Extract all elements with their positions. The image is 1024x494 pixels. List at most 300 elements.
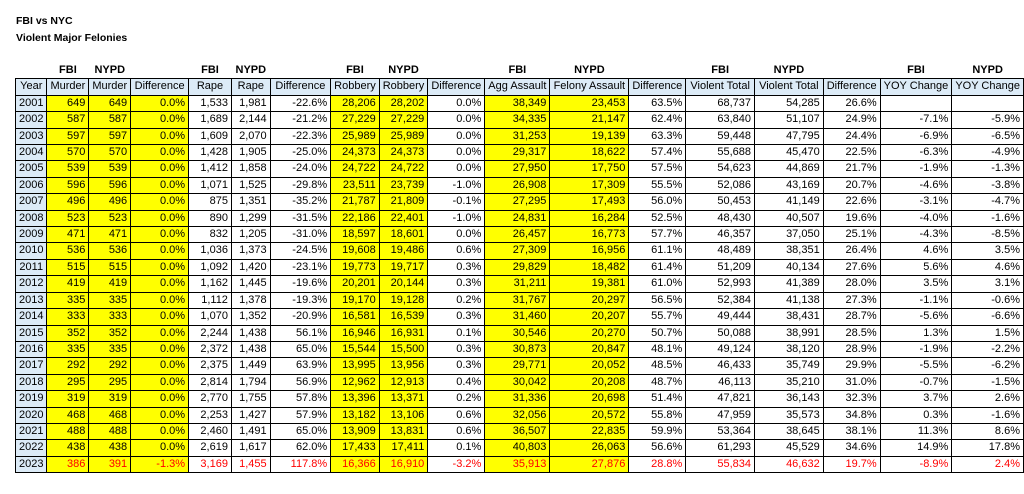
table-cell: 59.9% (629, 423, 686, 439)
table-row (16, 341, 1024, 357)
table-cell: 14.9% (880, 440, 952, 456)
table-cell: 1,299 (231, 210, 270, 226)
table-cell: 16,910 (379, 456, 428, 472)
table-cell: 15,544 (331, 341, 380, 357)
table-cell: 31,460 (485, 309, 550, 325)
table-cell: 24,831 (485, 210, 550, 226)
table-cell: 0.2% (428, 391, 485, 407)
table-cell: 0.4% (428, 374, 485, 390)
table-cell: 0.0% (428, 128, 485, 144)
column-header: Robbery (331, 79, 380, 95)
table-cell: 1,352 (231, 309, 270, 325)
table-cell: 38.1% (823, 423, 880, 439)
table-cell: 28.5% (823, 325, 880, 341)
table-cell: 46,357 (686, 227, 755, 243)
table-cell: 55,688 (686, 145, 755, 161)
table-row (16, 325, 1024, 341)
table-cell: 0.2% (428, 292, 485, 308)
table-cell: 539 (47, 161, 89, 177)
table-cell: 597 (89, 128, 131, 144)
table-cell: 16,931 (379, 325, 428, 341)
column-header: Robbery (379, 79, 428, 95)
table-cell: 488 (47, 423, 89, 439)
table-cell: 295 (89, 374, 131, 390)
table-cell: 13,371 (379, 391, 428, 407)
table-cell: 28,206 (331, 95, 380, 111)
table-cell: -22.6% (270, 95, 331, 111)
table-cell: 496 (89, 194, 131, 210)
table-cell: 0.3% (428, 358, 485, 374)
table-cell: 0.0% (131, 440, 189, 456)
table-cell: 0.0% (131, 112, 189, 128)
table-cell: 523 (89, 210, 131, 226)
table-cell: 17,493 (550, 194, 629, 210)
table-cell: 16,946 (331, 325, 380, 341)
table-cell: 57.7% (629, 227, 686, 243)
table-cell: -6.3% (880, 145, 952, 161)
table-cell: -5.6% (880, 309, 952, 325)
table-cell: -1.9% (880, 161, 952, 177)
table-cell: 488 (89, 423, 131, 439)
table-cell: 36,507 (485, 423, 550, 439)
table-cell: 55.5% (629, 177, 686, 193)
source-label: NYPD (94, 64, 126, 76)
table-cell: 41,389 (755, 276, 824, 292)
table-cell: 15,500 (379, 341, 428, 357)
year-cell: 2010 (16, 243, 47, 259)
year-cell: 2020 (16, 407, 47, 423)
table-cell: 20,208 (550, 374, 629, 390)
table-cell: 19,717 (379, 259, 428, 275)
table-cell: 47,821 (686, 391, 755, 407)
table-cell: 19,486 (379, 243, 428, 259)
table-cell: 17.8% (952, 440, 1024, 456)
table-row (16, 292, 1024, 308)
table-cell: 0.1% (428, 325, 485, 341)
table-cell: 38,351 (755, 243, 824, 259)
table-cell: 16,773 (550, 227, 629, 243)
table-cell: 19.6% (823, 210, 880, 226)
table-cell: 11.3% (880, 423, 952, 439)
table-cell: 54,285 (755, 95, 824, 111)
table-cell: 47,959 (686, 407, 755, 423)
table-cell: 48.1% (629, 341, 686, 357)
table-cell: 335 (47, 341, 89, 357)
table-row (16, 227, 1024, 243)
table-cell: 471 (47, 227, 89, 243)
table-cell: 38,431 (755, 309, 824, 325)
table-cell: 31,336 (485, 391, 550, 407)
year-cell: 2015 (16, 325, 47, 341)
table-cell: -21.2% (270, 112, 331, 128)
table-cell: 55.7% (629, 309, 686, 325)
table-cell: 38,120 (755, 341, 824, 357)
column-header: Difference (270, 79, 331, 95)
table-cell: 29,829 (485, 259, 550, 275)
table-cell: 26.4% (823, 243, 880, 259)
table-cell: -7.1% (880, 112, 952, 128)
table-cell: -3.2% (428, 456, 485, 472)
table-cell: 53,364 (686, 423, 755, 439)
table-cell: -3.1% (880, 194, 952, 210)
table-cell: 62.4% (629, 112, 686, 128)
document-subtitle: Violent Major Felonies (16, 32, 128, 44)
table-cell: 38,645 (755, 423, 824, 439)
table-row (16, 309, 1024, 325)
table-cell: 22,835 (550, 423, 629, 439)
table-cell: -29.8% (270, 177, 331, 193)
table-cell: 65.0% (270, 423, 331, 439)
table-cell: 19,381 (550, 276, 629, 292)
column-header: Murder (89, 79, 131, 95)
table-row (16, 391, 1024, 407)
table-cell: 57.4% (629, 145, 686, 161)
table-cell: 1,445 (231, 276, 270, 292)
table-cell: 335 (47, 292, 89, 308)
table-cell: 25,989 (379, 128, 428, 144)
source-label (131, 63, 189, 79)
table-cell: 471 (89, 227, 131, 243)
table-cell: 0.0% (131, 128, 189, 144)
column-header: Murder (47, 79, 89, 95)
table-cell: 30,873 (485, 341, 550, 357)
table-row (16, 374, 1024, 390)
table-cell: 0.0% (131, 227, 189, 243)
table-cell: 19,128 (379, 292, 428, 308)
table-cell: -35.2% (270, 194, 331, 210)
table-cell: 3.5% (880, 276, 952, 292)
table-cell: 45,470 (755, 145, 824, 161)
table-cell: 56.5% (629, 292, 686, 308)
source-label: FBI (711, 64, 730, 76)
table-cell: 1,533 (189, 95, 232, 111)
year-cell: 2008 (16, 210, 47, 226)
source-label (629, 63, 686, 79)
table-cell: 34.8% (823, 407, 880, 423)
table-cell: -1.0% (428, 177, 485, 193)
table-cell: 2,460 (189, 423, 232, 439)
source-label (428, 63, 485, 79)
table-cell: 0.3% (880, 407, 952, 423)
year-cell: 2012 (16, 276, 47, 292)
year-cell: 2017 (16, 358, 47, 374)
table-cell: 2,814 (189, 374, 232, 390)
table-cell: 20,572 (550, 407, 629, 423)
table-cell: -1.1% (880, 292, 952, 308)
table-cell: 49,444 (686, 309, 755, 325)
table-cell: 1,981 (231, 95, 270, 111)
table-cell: -0.7% (880, 374, 952, 390)
table-cell: 0.0% (428, 112, 485, 128)
table-cell: 1,162 (189, 276, 232, 292)
source-label: NYPD (235, 64, 267, 76)
table-cell: 52.5% (629, 210, 686, 226)
table-cell: 523 (47, 210, 89, 226)
table-cell: 63.3% (629, 128, 686, 144)
table-cell: 16,366 (331, 456, 380, 472)
table-cell: 51,209 (686, 259, 755, 275)
table-cell: -6.2% (952, 358, 1024, 374)
table-cell: 24,373 (379, 145, 428, 161)
year-cell: 2019 (16, 391, 47, 407)
table-cell: 319 (47, 391, 89, 407)
table-cell: 1,428 (189, 145, 232, 161)
table-cell: 0.3% (428, 276, 485, 292)
table-cell: 61,293 (686, 440, 755, 456)
table-cell: 13,995 (331, 358, 380, 374)
table-cell: 28.7% (823, 309, 880, 325)
table-cell: 2,619 (189, 440, 232, 456)
table-cell: 832 (189, 227, 232, 243)
table-cell: 0.0% (131, 292, 189, 308)
table-cell: 0.0% (131, 177, 189, 193)
table-cell: 27,229 (331, 112, 380, 128)
table-cell: 1,858 (231, 161, 270, 177)
table-cell: 0.3% (428, 309, 485, 325)
table-cell: 32.3% (823, 391, 880, 407)
table-cell: 4.6% (952, 259, 1024, 275)
table-cell: 438 (89, 440, 131, 456)
table-cell: 496 (47, 194, 89, 210)
table-cell: 1,438 (231, 341, 270, 357)
table-cell: -4.9% (952, 145, 1024, 161)
table-cell (952, 95, 1024, 111)
table-cell: 40,134 (755, 259, 824, 275)
table-cell: 596 (89, 177, 131, 193)
table-cell: 35,573 (755, 407, 824, 423)
table-cell: 875 (189, 194, 232, 210)
year-cell: 2018 (16, 374, 47, 390)
table-cell: 27,229 (379, 112, 428, 128)
source-label: FBI (907, 64, 925, 76)
table-cell: 1,755 (231, 391, 270, 407)
table-cell: 23,511 (331, 177, 380, 193)
source-label (16, 63, 47, 79)
table-cell: 28,202 (379, 95, 428, 111)
year-cell: 2001 (16, 95, 47, 111)
table-cell: 0.6% (428, 407, 485, 423)
table-cell: 48.5% (629, 358, 686, 374)
table-cell: 468 (89, 407, 131, 423)
source-label: NYPD (388, 64, 419, 76)
table-cell: 61.0% (629, 276, 686, 292)
year-cell: 2009 (16, 227, 47, 243)
table-row (16, 194, 1024, 210)
table-cell: 3.1% (952, 276, 1024, 292)
table-cell: -24.0% (270, 161, 331, 177)
table-cell: 1,351 (231, 194, 270, 210)
table-cell: 65.0% (270, 341, 331, 357)
table-cell: -1.6% (952, 407, 1024, 423)
table-cell: 59,448 (686, 128, 755, 144)
table-cell: -31.0% (270, 227, 331, 243)
table-cell: 20,847 (550, 341, 629, 357)
table-cell: 0.3% (428, 341, 485, 357)
table-cell: 17,411 (379, 440, 428, 456)
table-cell: 17,750 (550, 161, 629, 177)
table-cell: 0.6% (428, 423, 485, 439)
table-cell: 0.3% (428, 259, 485, 275)
table-cell: 3.5% (952, 243, 1024, 259)
column-header: YOY Change (952, 79, 1024, 95)
table-cell: 1,617 (231, 440, 270, 456)
table-cell: 0.0% (131, 374, 189, 390)
table-cell: 13,909 (331, 423, 380, 439)
table-cell: 63.5% (629, 95, 686, 111)
table-row (16, 128, 1024, 144)
year-cell: 2007 (16, 194, 47, 210)
table-cell: -31.5% (270, 210, 331, 226)
table-cell: 386 (47, 456, 89, 472)
table-cell: 36,143 (755, 391, 824, 407)
table-cell: 27,950 (485, 161, 550, 177)
table-cell: -8.9% (880, 456, 952, 472)
table-cell: 56.0% (629, 194, 686, 210)
table-cell: 333 (89, 309, 131, 325)
source-label: NYPD (773, 64, 805, 76)
table-cell: 50,088 (686, 325, 755, 341)
table-cell: 54,623 (686, 161, 755, 177)
table-cell: 1,438 (231, 325, 270, 341)
table-cell: 0.0% (131, 95, 189, 111)
table-cell: 18,597 (331, 227, 380, 243)
document-title: FBI vs NYC (16, 15, 73, 27)
table-row (16, 259, 1024, 275)
table-cell: 56.6% (629, 440, 686, 456)
source-label-row (16, 63, 1024, 79)
table-cell: -4.0% (880, 210, 952, 226)
table-cell: 20,270 (550, 325, 629, 341)
table-cell: -2.2% (952, 341, 1024, 357)
table-cell: 1,689 (189, 112, 232, 128)
year-cell: 2003 (16, 128, 47, 144)
table-cell: 3.7% (880, 391, 952, 407)
column-header: Difference (428, 79, 485, 95)
table-cell: 34,335 (485, 112, 550, 128)
table-cell: 1,609 (189, 128, 232, 144)
table-row (16, 145, 1024, 161)
table-cell: 333 (47, 309, 89, 325)
table-cell: -24.5% (270, 243, 331, 259)
table-cell: 21,787 (331, 194, 380, 210)
table-cell: 18,601 (379, 227, 428, 243)
table-cell: 26,457 (485, 227, 550, 243)
table-cell: 26,063 (550, 440, 629, 456)
table-cell: 1,455 (231, 456, 270, 472)
table-cell: 56.1% (270, 325, 331, 341)
table-cell: 68,737 (686, 95, 755, 111)
table-cell: 22,186 (331, 210, 380, 226)
table-cell: 48.7% (629, 374, 686, 390)
table-cell: 51,107 (755, 112, 824, 128)
table-cell: 46,113 (686, 374, 755, 390)
table-cell: 536 (47, 243, 89, 259)
table-cell: 2,244 (189, 325, 232, 341)
table-cell: 20,297 (550, 292, 629, 308)
column-header: Rape (231, 79, 270, 95)
table-cell: 38,349 (485, 95, 550, 111)
table-cell: 24,722 (331, 161, 380, 177)
table-cell: 31,211 (485, 276, 550, 292)
table-cell: 35,749 (755, 358, 824, 374)
year-cell: 2016 (16, 341, 47, 357)
table-cell: 2,144 (231, 112, 270, 128)
table-cell: 1,427 (231, 407, 270, 423)
table-cell: 52,384 (686, 292, 755, 308)
table-cell: 0.0% (131, 423, 189, 439)
table-cell: 3,169 (189, 456, 232, 472)
table-cell: -1.6% (952, 210, 1024, 226)
table-cell: 49,124 (686, 341, 755, 357)
table-cell: 0.0% (131, 309, 189, 325)
year-cell: 2002 (16, 112, 47, 128)
table-row (16, 210, 1024, 226)
table-cell: -1.3% (952, 161, 1024, 177)
table-cell: -22.3% (270, 128, 331, 144)
table-cell: -0.6% (952, 292, 1024, 308)
table-cell: -1.5% (952, 374, 1024, 390)
table-cell: 24.9% (823, 112, 880, 128)
table-cell: 1,036 (189, 243, 232, 259)
table-cell: 62.0% (270, 440, 331, 456)
table-cell: 0.0% (428, 95, 485, 111)
table-cell: 13,831 (379, 423, 428, 439)
table-cell: 31.0% (823, 374, 880, 390)
table-cell: 52,086 (686, 177, 755, 193)
source-label: FBI (346, 64, 364, 76)
table-cell: 57.5% (629, 161, 686, 177)
table-cell: 0.6% (428, 243, 485, 259)
table-cell: 295 (47, 374, 89, 390)
table-cell: 24.4% (823, 128, 880, 144)
table-cell: 0.0% (428, 145, 485, 161)
table-cell: -1.3% (131, 456, 189, 472)
table-cell: 1,378 (231, 292, 270, 308)
column-header: Violent Total (755, 79, 824, 95)
year-cell: 2005 (16, 161, 47, 177)
table-cell: 1,205 (231, 227, 270, 243)
table-cell: 12,962 (331, 374, 380, 390)
table-cell: 48,430 (686, 210, 755, 226)
table-cell: 43,169 (755, 177, 824, 193)
table-cell: 55.8% (629, 407, 686, 423)
table-cell: 319 (89, 391, 131, 407)
table-cell: 52,993 (686, 276, 755, 292)
table-cell: 1,420 (231, 259, 270, 275)
table-cell: 0.0% (131, 276, 189, 292)
table-cell: 45,529 (755, 440, 824, 456)
table-cell: 5.6% (880, 259, 952, 275)
table-cell: 31,253 (485, 128, 550, 144)
source-label (823, 63, 880, 79)
table-row (16, 243, 1024, 259)
source-label: FBI (59, 64, 77, 76)
table-cell: -23.1% (270, 259, 331, 275)
column-header: Violent Total (686, 79, 755, 95)
table-cell: 55,834 (686, 456, 755, 472)
table-cell: 63,840 (686, 112, 755, 128)
table-cell: 0.0% (131, 161, 189, 177)
table-cell: 13,106 (379, 407, 428, 423)
table-cell: 890 (189, 210, 232, 226)
table-cell: 13,182 (331, 407, 380, 423)
table-cell: 30,042 (485, 374, 550, 390)
table-cell: 27,309 (485, 243, 550, 259)
table-cell: 46,433 (686, 358, 755, 374)
table-cell: 2,375 (189, 358, 232, 374)
table-cell: 515 (47, 259, 89, 275)
table-cell: 438 (47, 440, 89, 456)
